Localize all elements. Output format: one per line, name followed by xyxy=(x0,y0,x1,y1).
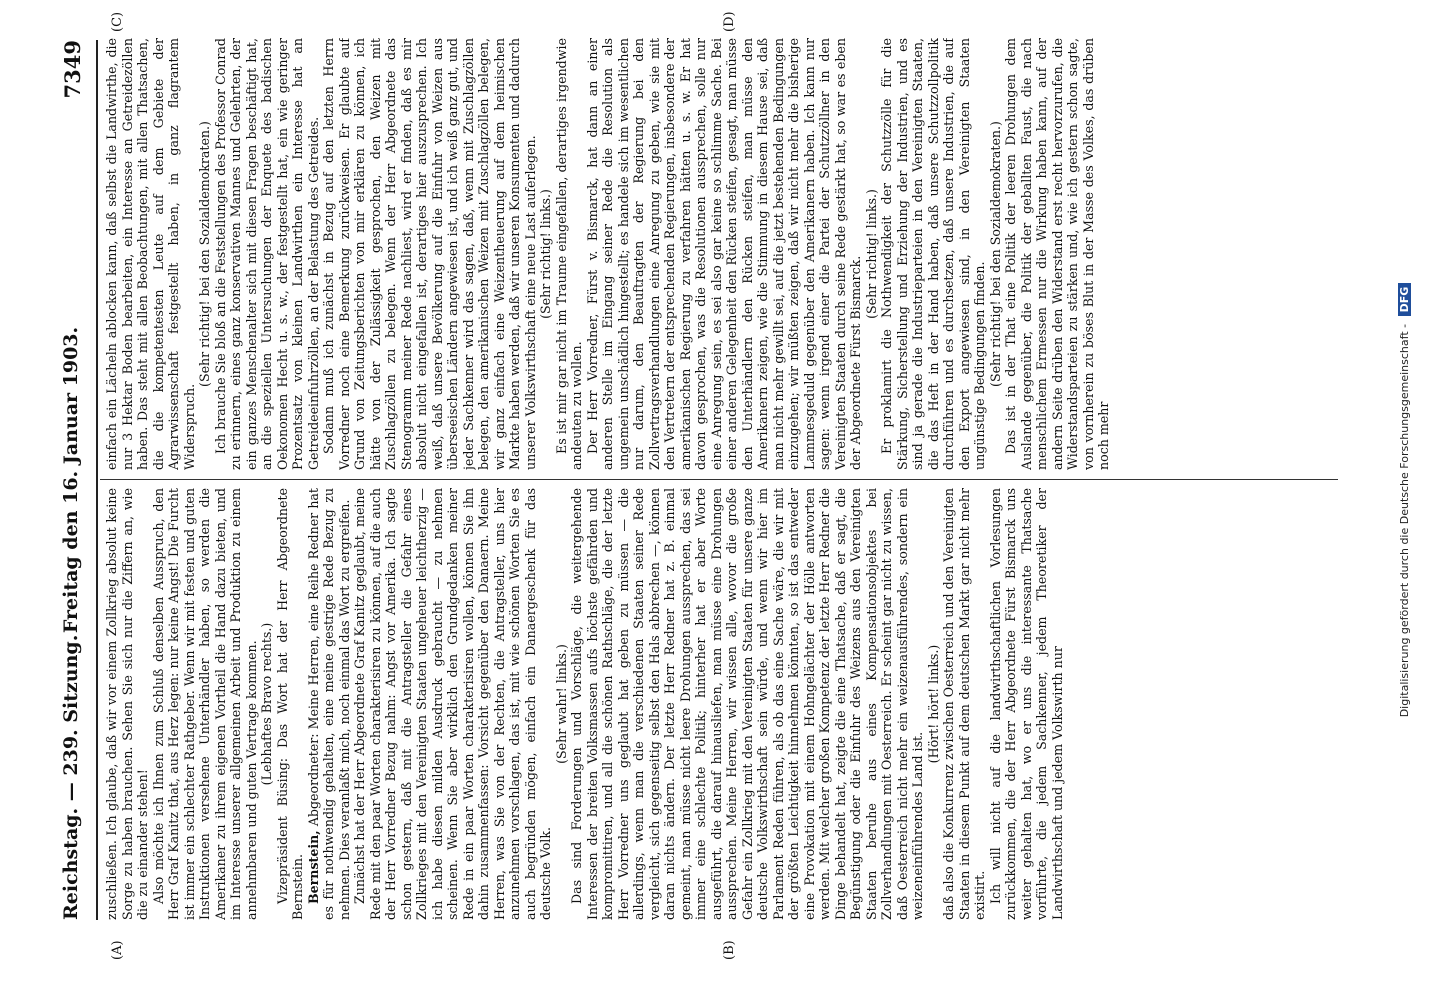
dfg-logo: DFG xyxy=(1398,283,1411,317)
paragraph: Das sind Forderungen und Vorschläge, die weitergehende Interessen der breiten Volksmassen aufs höchste gefährden und kompromittiren, und all die schönen Rathschläge, die der letzte Herr Vorredner uns geglaubt hat geben zu müssen — die allerdings, wenn man die verschiedenen Staaten seiner Rede vergleicht, sich gegenseitig selbst den Hals abbrechen —, können daran nichts ändern. Der letzte Herr Redner hat z. B. einmal gemeint, man müsse nicht leere Drohungen aussprechen, das sei immer eine schlechte Politik; hinterher hat er aber Worte ausgeführt, die darauf hinausliefen, man müsse eine Drohungen aussprechen. Meine Herren, wir wissen alle, wovor die große Gefahr ein Zollkrieg mit den Vereinigten Staaten für unsere ganze deutsche Volkswirthschaft sein würde, und wenn wir hier im Parlament Reden führen, als ob das eine Sache wäre, die wir mit der größten Leichtigkeit hinnehmen könnten, so ist das entweder eine Provokation mit einem Hohngelächter der Hölle antworten werden. Mit welcher großen Kompetenz der letzte Herr Redner die Dinge behandelt hat, zeigte die eine Thatsache, daß er sagt, die Begünstigung oder die Einfuhr des Weizens aus den Vereinigten Staaten beruhe aus eines Kompensationsobjektes bei Zollverhandlungen mit Oesterreich. Er scheint gar nicht zu wissen, daß Oesterreich nicht mehr ein weizenausführendes, sondern ein weizeneinführendes Land ist. xyxy=(569,488,925,920)
paragraph: Sodann muß ich zunächst in Bezug auf den letzten Herrn Vorredner noch eine Bemerkung zurückweisen. Er glaubte auf Grund von Zeitungsberichten von mir erklären zu können, ich hätte von der Zulässigkeit gesprochen, den Weizen mit Zuschlagzöllen zu belegen. Wenn der Herr Abgeordnete das Stenogramm meiner Rede nachliest, wird er finden, daß es mir absolut nicht eingefallen ist, derartiges hier auszusprechen. Ich weiß, daß unsere Bevölkerung auf die Einfuhr von Weizen aus überseeischen Ländern angewiesen ist, und ich weiß ganz gut, und jeder Sachkenner wird das sagen, daß, wenn mit Zuschlagzöllen belegen, den amerikanischen Weizen mit Zuschlagzöllen belegen, wir ganz einfach eine Weizentheuerung auf dem heimischen Markte haben werden, daß wir unseren Konsumenten und dadurch unserer Volkswirthschaft eine neue Last auferlegen. xyxy=(321,38,538,470)
column-divider xyxy=(100,479,1338,480)
applause-note: (Lebhaftes Bravo rechts.) xyxy=(259,622,274,786)
speaker-name: Bernstein, xyxy=(305,830,321,904)
margin-marker-a: (A) xyxy=(110,940,125,960)
interjection: (Hört! hört! links.) xyxy=(925,644,941,764)
paragraph: Es ist mir gar nicht im Traume eingefallen, derartiges irgendwie andeuten zu wollen. xyxy=(553,38,584,470)
header-session: Reichstag. — 239. Sitzung. xyxy=(60,634,82,920)
margin-marker-b: (B) xyxy=(722,940,737,960)
page-header xyxy=(60,40,90,920)
margin-marker-d: (D) xyxy=(722,11,737,32)
header-rule xyxy=(96,40,98,920)
interjection: (Sehr richtig! links.) xyxy=(538,189,553,319)
paragraph: daß also die Konkurrenz zwischen Oesterreich und den Vereinigten Staaten in diesem Punkt auf dem deutschen Markt gar nicht mehr existirt. xyxy=(941,488,987,920)
paragraph: Ich will nicht auf die landwirthschaftlichen Vorlesungen zurückkommen, die der Herr Abgeordnete Fürst Bismarck uns weiter gehalten hat, wo er uns die interessante Thatsache vorführte, die jedem Sachkenner, jedem Theoretiker der Landwirthschaft und jedem Volkswirth nur xyxy=(987,488,1065,920)
credit-text: Digitalisierung gefördert durch die Deutsche Forschungsgemeinschaft - xyxy=(1398,323,1411,718)
page-number: 7349 xyxy=(60,40,85,99)
speech-opening xyxy=(306,488,353,920)
paragraph: zuschließen. Ich glaube, daß wir vor einem Zollkrieg absolut keine Sorge zu haben brauchen. Sehen Sie sich nur die Ziffern an, wie die zu einander stehen! xyxy=(104,488,150,920)
margin-marker-c: (C) xyxy=(110,11,125,32)
interjection: (Sehr richtig! links.) xyxy=(863,189,879,319)
interjection: (Sehr richtig! bei den Sozialdemokraten.) xyxy=(987,121,1003,387)
interjection: (Sehr wahr! links.) xyxy=(553,644,569,764)
paragraph: Er proklamirt die Nothwendigkeit der Schutzzölle für die Stärkung, Sicherstellung und Erziehung der Industrien, und es sind ja gerade die Industrieparteien in den Vereinigten Staaten, die das Heft in der Hand haben, daß unsere Schutzzollpolitik durchführen und es durchsetzen, daß unsere Industrien, die auf den Export angewiesen sind, in den Vereinigten Staaten ungünstige Bedingungen finden. xyxy=(879,38,987,470)
speech-text: Abgeordneter: Meine Herren, eine Reihe Redner hat es für nothwendig gehalten, eine meine gestrige Rede Bezug zu nehmen. Dies veranlaßt mich, noch einmal das Wort zu ergreifen. xyxy=(305,488,352,920)
right-column xyxy=(104,38,1336,470)
paragraph: Vizepräsident Büsing: Das Wort hat der Herr Abgeordnete Bernstein. xyxy=(274,488,305,920)
interjection: (Sehr richtig! bei den Sozialdemokraten.) xyxy=(197,121,212,387)
paragraph: Der Herr Vorredner, Fürst v. Bismarck, hat dann an einer anderen Stelle im Eingang seiner Rede die Resolution als ungemein unschädlich hingestellt; es handele sich im wesentlichen nur darum, den Beauftragten der Regierung bei den Zollvertragsverhandlungen eine Anregung zu geben, wie sie mit den Vertretern der entsprechenden Regierungen, insbesondere der amerikanischen Regierung zu verfahren hätten u. s. w. Er hat davon gesprochen, was die Resolutionen aussprechen, solle nur eine Anregung sein, es sei also gar keine so schlimme Sache. Bei einer anderen Gelegenheit den Rücken steifen, gesagt, man müsse den Unterhändlern den Rücken steifen, man müsse den Amerikanern zeigen, wie die Stimmung in diesem Hause sei, daß man nicht mehr gewillt sei, auf die jetzt bestehenden Bedingungen einzugehen; wir müßten zeigen, daß wir nicht mehr die bisherige Lammesgeduld gegenüber den Amerikanern haben. Ich kann nur sagen: wenn irgend einer die Partei der Schutzzöllner in den Vereinigten Staaten durch seine Rede gestärkt hat, so war es eben der Abgeordnete Fürst Bismarck. xyxy=(584,38,863,470)
paragraph: Ich brauche Sie bloß an die Feststellungen des Professor Conrad zu erinnern, eines ganz konservativen Mannes und Gelehrten, der ein ganzes Menschenalter sich mit diesen Fragen beschäftigt hat, an die speziellen Untersuchungen der Enquete des badischen Oekonomen Hecht u. s. w., der festgestellt hat, ein wie geringer Prozentsatz von kleinen Landwirthen ein Interesse hat an Getreideeinfuhrzöllen, an der Belastung des Getreides. xyxy=(212,38,321,470)
paragraph: Zunächst hat der Herr Abgeordnete Graf Kanitz geglaubt, meine Rede mit den paar Worten charakterisiren zu können, auf die auch der Herr Vorredner Bezug nahm: Angst vor Amerika. Ich sagte schon gestern, daß mit die Antragsteller die Gefahr eines Zollkrieges mit den Vereinigten Staaten ungeheuer leichtherzig — ich habe diesen milden Ausdruck gebraucht — zu nehmen scheinen. Wenn Sie aber wirklich den Grundgedanken meiner Rede in ein paar Worten charakterisiren wollen, können Sie ihn dahin zusammenfassen: Vorsicht gegenüber den Danaern. Meine Herren, was Sie von der Rechten, die Antragsteller, uns hier anzunehmen vorschlagen, das ist, mit wie schönen Worten Sie es auch begründen mögen, einfach ein Danaergeschenk für das deutsche Volk. xyxy=(352,488,553,920)
paragraph: Das ist in der That eine Politik der leeren Drohungen dem Auslande gegenüber, die Politik der geballten Faust, die nach menschlichem Ermessen nur die Wirkung haben kann, auf der andern Seite drüben den Widerstand erst recht hervorzurufen, die Widerstandsparteien zu stärken und, wie ich gestern schon sagte, von vornherein zu böses Blut in der Masse des Volkes, das drüben noch mehr xyxy=(1003,38,1111,470)
header-date: Freitag den 16. Januar 1903. xyxy=(60,326,82,634)
left-column xyxy=(104,488,1336,920)
paragraph: einfach ein Lächeln ablocken kann, daß selbst die Landwirthe, die nur 3 Hektar Boden bearbeiten, ein Interesse an Getreidezöllen haben. Das steht mit allen Beobachtungen, mit allen Thatsachen, die die kompetentesten Leute auf dem Gebiete der Agrarwissenschaft festgestellt haben, in ganz flagrantem Widerspruch. xyxy=(104,38,197,470)
digitization-credit xyxy=(1398,0,1411,1000)
paragraph: Also möchte ich Ihnen zum Schluß denselben Ausspruch, den Herr Graf Kanitz that, aus Herz legen: nur keine Angst! Die Furcht ist immer ein schlechter Rathgeber. Wenn wir mit festen und guten Instruktionen versehene Unterhändler haben, so werden die Amerikaner zu ihrem eigenen Vortheil die Hand dazu bieten, und im Interesse unserer allgemeinen Arbeit und Produktion zu einem annehmbaren und guten Vertrage kommen. xyxy=(150,488,259,920)
